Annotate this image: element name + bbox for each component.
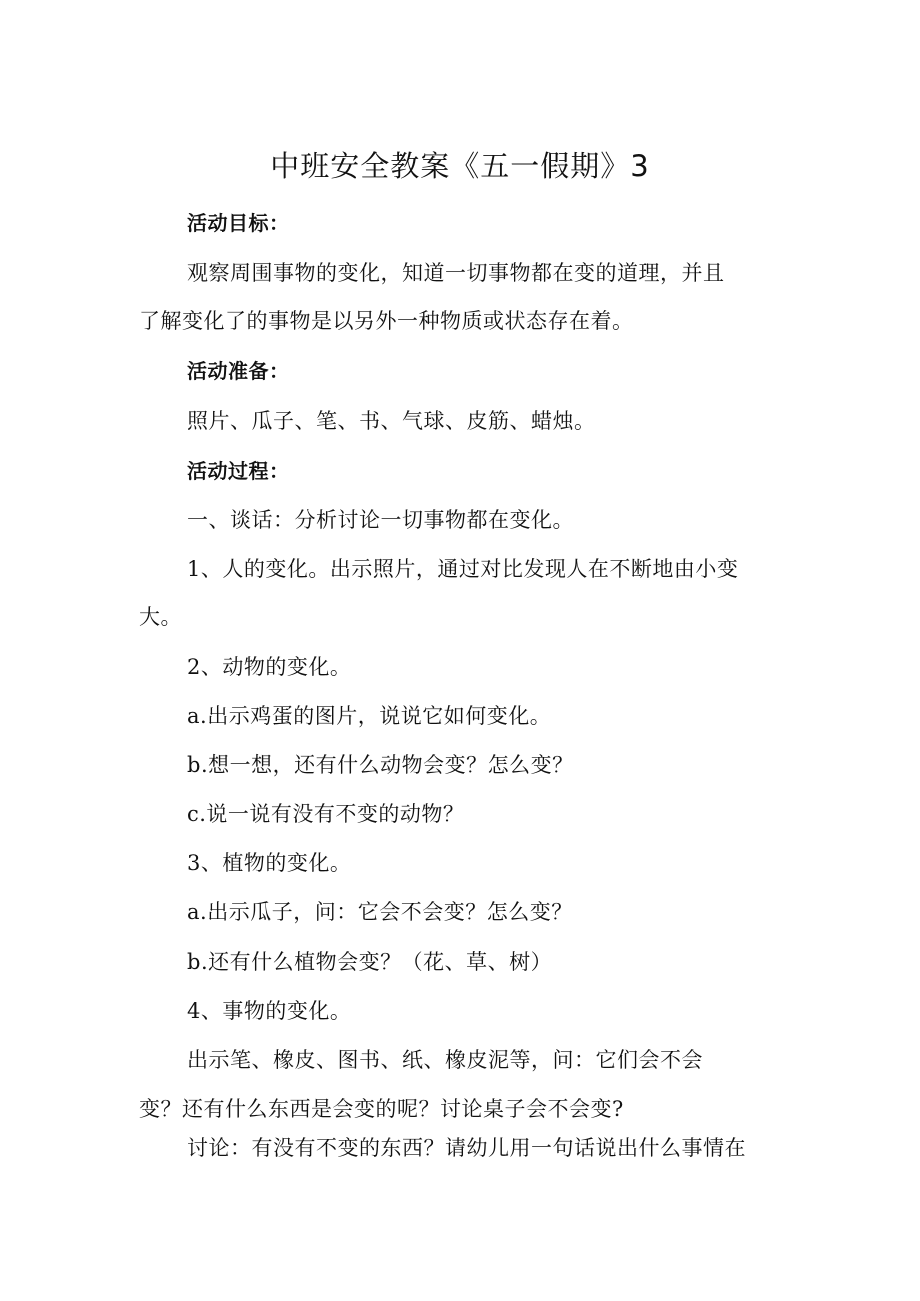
paragraph-line: 3、植物的变化。 bbox=[187, 851, 352, 875]
paragraph-line: 出示笔、橡皮、图书、纸、橡皮泥等，问：它们会不会 bbox=[187, 1048, 703, 1072]
paragraph-line: 观察周围事物的变化，知道一切事物都在变的道理，并且 bbox=[187, 261, 725, 285]
paragraph-line: c.说一说有没有不变的动物？ bbox=[187, 802, 465, 826]
paragraph-line: a.出示鸡蛋的图片，说说它如何变化。 bbox=[187, 704, 552, 728]
paragraph-line: 照片、瓜子、笔、书、气球、皮筋、蜡烛。 bbox=[187, 409, 596, 433]
paragraph-line: 1、人的变化。出示照片，通过对比发现人在不断地由小变 bbox=[187, 557, 739, 581]
paragraph-line: 一、谈话：分析讨论一切事物都在变化。 bbox=[187, 508, 574, 532]
section-heading-preparation: 活动准备： bbox=[187, 359, 290, 383]
paragraph-line: a.出示瓜子，问：它会不会变？怎么变？ bbox=[187, 900, 573, 924]
paragraph-line: 大。 bbox=[139, 605, 182, 629]
paragraph-line: b.想一想，还有什么动物会变？怎么变？ bbox=[187, 753, 574, 777]
page-title: 中班安全教案《五一假期》3 bbox=[270, 149, 650, 183]
paragraph-line: 变？还有什么东西是会变的呢？讨论桌子会不会变? bbox=[139, 1097, 624, 1121]
section-heading-goals: 活动目标： bbox=[187, 211, 290, 235]
paragraph-line: 了解变化了的事物是以另外一种物质或状态存在着。 bbox=[139, 309, 634, 333]
paragraph-line: 2、动物的变化。 bbox=[187, 655, 352, 679]
paragraph-line: 4、事物的变化。 bbox=[187, 999, 352, 1023]
paragraph-line: 讨论：有没有不变的东西？请幼儿用一句话说出什么事情在 bbox=[187, 1136, 746, 1160]
paragraph-line: b.还有什么植物会变？（花、草、树） bbox=[187, 950, 553, 974]
section-heading-process: 活动过程： bbox=[187, 459, 290, 483]
